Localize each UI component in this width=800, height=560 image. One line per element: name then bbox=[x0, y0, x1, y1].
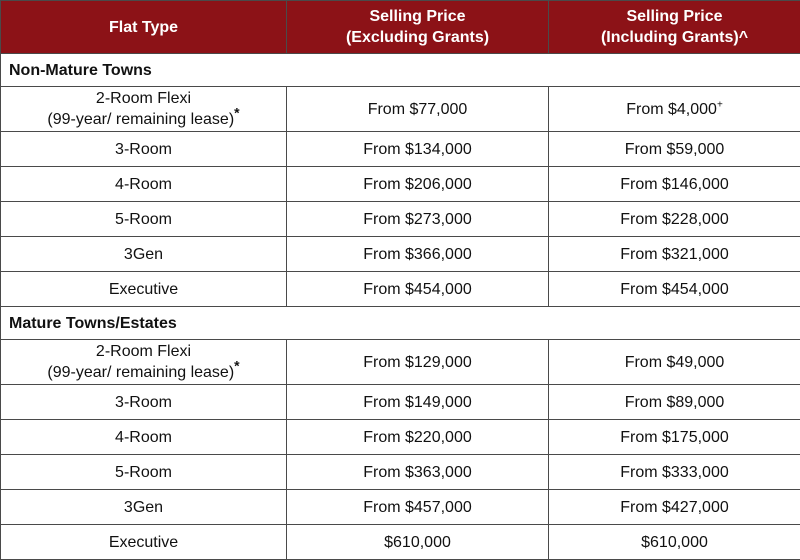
price-excl-cell: From $77,000 bbox=[287, 87, 549, 132]
header-excl-line2: (Excluding Grants) bbox=[346, 29, 489, 46]
flat-type-line1: 2-Room Flexi bbox=[96, 90, 191, 107]
table-row bbox=[1, 420, 800, 455]
flat-type-cell: 4-Room bbox=[1, 167, 287, 202]
price-excl-cell: From $149,000 bbox=[287, 385, 549, 420]
table-row bbox=[1, 385, 800, 420]
table-row bbox=[1, 455, 800, 490]
price-excl-cell: $610,000 bbox=[287, 525, 549, 560]
flat-type-cell: 3Gen bbox=[1, 490, 287, 525]
table-row bbox=[1, 132, 800, 167]
price-incl-cell: From $49,000 bbox=[549, 340, 800, 385]
table-row bbox=[1, 340, 800, 385]
header-excl-line1: Selling Price bbox=[369, 8, 465, 25]
price-incl-cell: From $427,000 bbox=[549, 490, 800, 525]
header-excl-grants bbox=[287, 1, 549, 54]
plus-mark: + bbox=[717, 99, 723, 110]
flat-type-cell: 3-Room bbox=[1, 385, 287, 420]
price-excl-cell: From $363,000 bbox=[287, 455, 549, 490]
asterisk-mark: * bbox=[234, 358, 239, 374]
flat-type-cell: 5-Room bbox=[1, 202, 287, 237]
price-excl-cell: From $134,000 bbox=[287, 132, 549, 167]
price-excl-cell: From $454,000 bbox=[287, 272, 549, 307]
price-incl-cell: $610,000 bbox=[549, 525, 800, 560]
price-excl-cell: From $457,000 bbox=[287, 490, 549, 525]
flat-type-cell: Executive bbox=[1, 272, 287, 307]
header-flat-type-label: Flat Type bbox=[109, 19, 178, 36]
price-incl-cell: From $333,000 bbox=[549, 455, 800, 490]
flat-type-line2: (99-year/ remaining lease) bbox=[47, 364, 234, 381]
section-title: Mature Towns/Estates bbox=[1, 307, 800, 340]
flat-type-cell: 3Gen bbox=[1, 237, 287, 272]
price-incl-value: From $4,000 bbox=[626, 101, 717, 118]
price-excl-cell: From $206,000 bbox=[287, 167, 549, 202]
table-row bbox=[1, 237, 800, 272]
header-incl-line2: (Including Grants)^ bbox=[601, 29, 748, 46]
price-incl-cell: From $321,000 bbox=[549, 237, 800, 272]
price-incl-cell: From $228,000 bbox=[549, 202, 800, 237]
price-excl-cell: From $273,000 bbox=[287, 202, 549, 237]
flat-type-cell bbox=[1, 340, 287, 385]
header-row bbox=[1, 1, 800, 54]
flat-type-cell: 5-Room bbox=[1, 455, 287, 490]
price-incl-cell: From $59,000 bbox=[549, 132, 800, 167]
price-incl-cell: From $89,000 bbox=[549, 385, 800, 420]
table-row bbox=[1, 490, 800, 525]
table-row bbox=[1, 87, 800, 132]
table-row bbox=[1, 272, 800, 307]
table-row bbox=[1, 167, 800, 202]
flat-type-cell: 3-Room bbox=[1, 132, 287, 167]
price-incl-cell: From $175,000 bbox=[549, 420, 800, 455]
header-flat-type bbox=[1, 1, 287, 54]
flat-type-cell bbox=[1, 87, 287, 132]
section-header-non-mature bbox=[1, 54, 800, 87]
section-header-mature bbox=[1, 307, 800, 340]
table-row bbox=[1, 525, 800, 560]
flat-type-line2: (99-year/ remaining lease) bbox=[47, 111, 234, 128]
price-incl-cell bbox=[549, 87, 800, 132]
asterisk-mark: * bbox=[234, 105, 239, 121]
section-title: Non-Mature Towns bbox=[1, 54, 800, 87]
flat-type-line1: 2-Room Flexi bbox=[96, 343, 191, 360]
header-incl-line1: Selling Price bbox=[626, 8, 722, 25]
header-incl-grants bbox=[549, 1, 800, 54]
price-excl-cell: From $220,000 bbox=[287, 420, 549, 455]
flat-type-cell: Executive bbox=[1, 525, 287, 560]
price-excl-cell: From $129,000 bbox=[287, 340, 549, 385]
price-incl-cell: From $146,000 bbox=[549, 167, 800, 202]
table-row bbox=[1, 202, 800, 237]
price-incl-cell: From $454,000 bbox=[549, 272, 800, 307]
flat-type-cell: 4-Room bbox=[1, 420, 287, 455]
price-excl-cell: From $366,000 bbox=[287, 237, 549, 272]
